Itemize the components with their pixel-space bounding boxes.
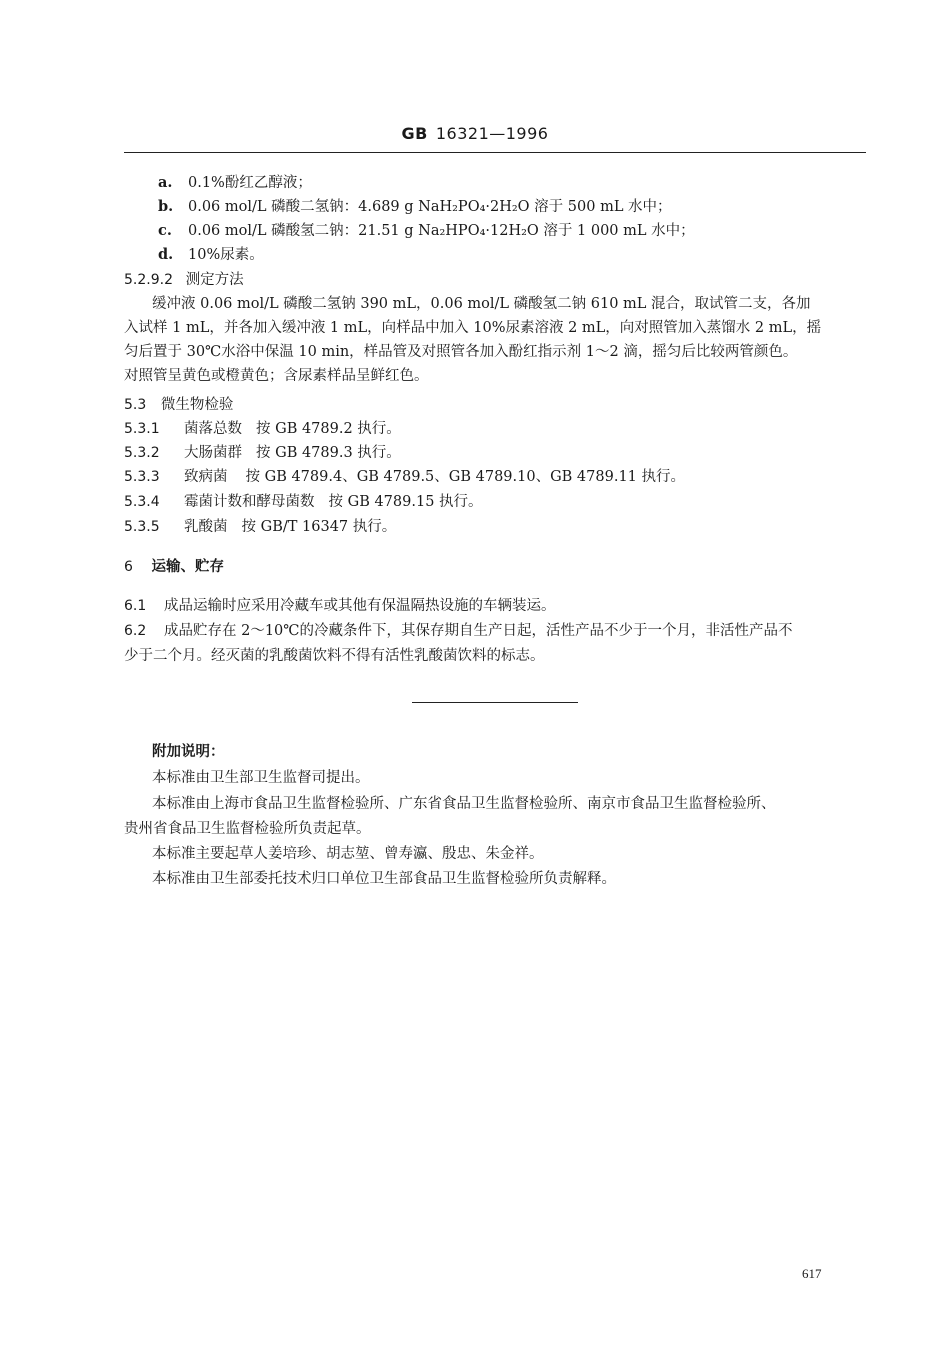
micro-test-item <box>124 443 401 463</box>
item-number: 5.3.3 <box>124 469 160 485</box>
page-number: 617 <box>802 1266 822 1281</box>
item-number: 5.3.1 <box>124 421 160 437</box>
standard-prefix: GB <box>401 124 428 143</box>
reagent-item-b <box>158 197 672 217</box>
item-number: 5.3.2 <box>124 445 160 461</box>
section-title: 测定方法 <box>185 272 244 288</box>
item-name: 菌落总数 <box>184 421 242 437</box>
item-method: 按 GB 4789.15 执行。 <box>328 494 483 510</box>
section-5-2-9-2-heading <box>124 270 244 290</box>
section-title: 微生物检验 <box>160 397 234 413</box>
notes-line: 贵州省食品卫生监督检验所负责起草。 <box>124 821 371 837</box>
reagent-text: 0.06 mol/L 磷酸氢二钠：21.51 g Na₂HPO₄·12H₂O 溶于 1 000 mL 水中； <box>188 223 695 239</box>
item-name: 致病菌 <box>184 469 228 485</box>
item-number: 5.3.4 <box>124 494 160 510</box>
clause-number: 6.1 <box>124 598 147 614</box>
method-paragraph-line: 匀后置于 30℃水浴中保温 10 min，样品管及对照管各加入酚红指示剂 1～2 滴，摇匀后比较两管颜色。 <box>124 344 798 360</box>
reagent-item-a <box>158 173 312 193</box>
reagent-label: d. <box>158 246 174 263</box>
item-method: 按 GB 4789.3 执行。 <box>256 445 401 461</box>
reagent-label: c. <box>158 222 172 239</box>
reagent-text: 0.1%酚红乙醇液； <box>188 175 312 191</box>
section-number: 6 <box>124 559 133 575</box>
clause-6-2-continuation: 少于二个月。经灭菌的乳酸菌饮料不得有活性乳酸菌饮料的标志。 <box>124 648 545 664</box>
end-of-text-rule <box>412 702 578 703</box>
item-number: 5.3.5 <box>124 519 160 535</box>
reagent-text: 0.06 mol/L 磷酸二氢钠：4.689 g NaH₂PO₄·2H₂O 溶于 500 mL 水中； <box>188 199 672 215</box>
section-title: 运输、贮存 <box>151 558 225 575</box>
document-header <box>0 124 950 143</box>
method-paragraph-line: 对照管呈黄色或橙黄色；含尿素样品呈鲜红色。 <box>124 368 429 384</box>
notes-line: 本标准由卫生部委托技术归口单位卫生部食品卫生监督检验所负责解释。 <box>152 871 616 887</box>
method-paragraph-line: 入试样 1 mL，并各加入缓冲液 1 mL，向样品中加入 10%尿素溶液 2 mL，向对照管加入蒸馏水 2 mL，摇 <box>124 320 822 336</box>
reagent-label: b. <box>158 198 174 215</box>
clause-text: 成品运输时应采用冷藏车或其他有保温隔热设施的车辆装运。 <box>164 598 556 614</box>
section-number: 5.2.9.2 <box>124 272 173 288</box>
reagent-label: a. <box>158 174 173 191</box>
section-6-heading <box>124 557 224 577</box>
header-rule <box>124 152 866 153</box>
clause-number: 6.2 <box>124 623 147 639</box>
micro-test-item <box>124 467 685 487</box>
notes-line: 本标准由卫生部卫生监督司提出。 <box>152 770 370 786</box>
item-method: 按 GB/T 16347 执行。 <box>241 519 397 535</box>
item-method: 按 GB 4789.2 执行。 <box>256 421 401 437</box>
standard-number: 16321—1996 <box>435 124 549 143</box>
item-name: 大肠菌群 <box>184 445 242 461</box>
section-number: 5.3 <box>124 397 147 413</box>
micro-test-item <box>124 419 401 439</box>
micro-test-item <box>124 517 396 537</box>
section-5-3-heading <box>124 395 233 415</box>
notes-line: 本标准主要起草人姜培珍、胡志堃、曾寿瀛、殷忠、朱金祥。 <box>152 846 544 862</box>
reagent-item-d <box>158 245 264 265</box>
clause-6-1 <box>124 596 556 616</box>
item-method: 按 GB 4789.4、GB 4789.5、GB 4789.10、GB 4789.11 执行。 <box>245 469 686 485</box>
reagent-item-c <box>158 221 695 241</box>
item-name: 乳酸菌 <box>184 519 228 535</box>
notes-line: 本标准由上海市食品卫生监督检验所、广东省食品卫生监督检验所、南京市食品卫生监督检验所、 <box>152 796 776 812</box>
method-paragraph-line: 缓冲液 0.06 mol/L 磷酸二氢钠 390 mL，0.06 mol/L 磷酸氢二钠 610 mL 混合，取试管二支，各加 <box>152 296 811 312</box>
reagent-text: 10%尿素。 <box>188 247 264 263</box>
clause-text: 成品贮存在 2～10℃的冷藏条件下，其保存期自生产日起，活性产品不少于一个月，非活性产品不 <box>164 623 793 639</box>
clause-6-2 <box>124 621 793 641</box>
micro-test-item <box>124 492 483 512</box>
item-name: 霉菌计数和酵母菌数 <box>184 494 315 510</box>
notes-heading: 附加说明： <box>152 743 225 760</box>
